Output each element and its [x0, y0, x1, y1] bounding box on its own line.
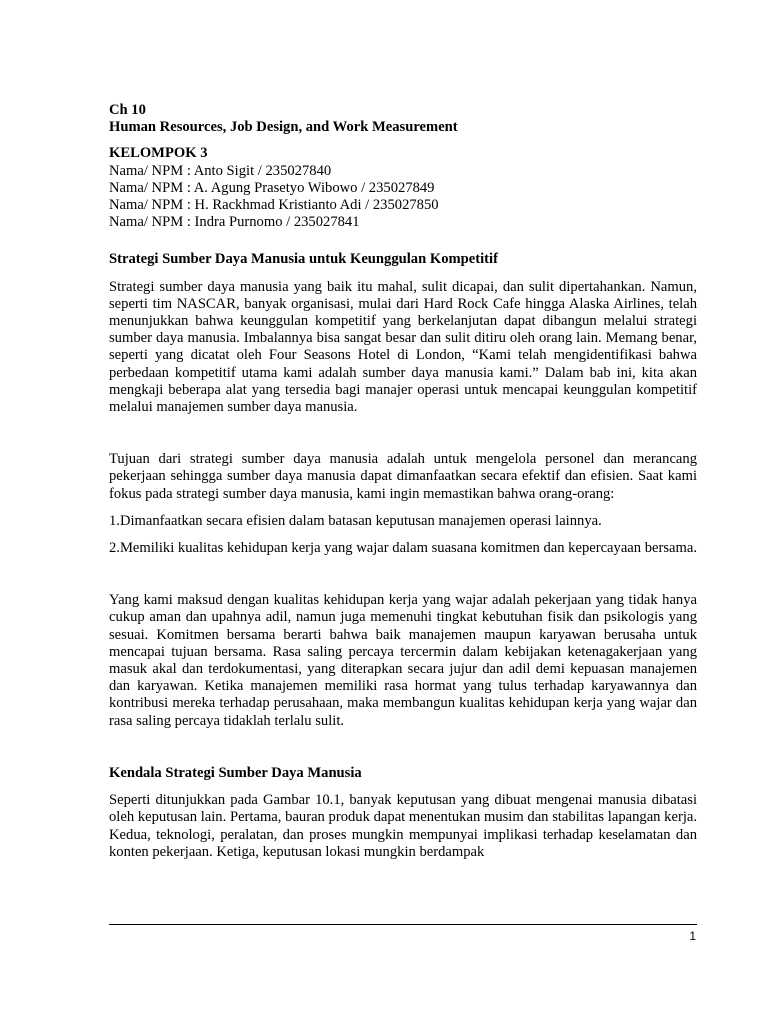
page-content	[109, 102, 697, 861]
list-item: 2.Memiliki kualitas kehidupan kerja yang wajar dalam suasana komitmen dan kepercayaan bersama.	[109, 540, 697, 557]
chapter-label: Ch 10	[109, 102, 146, 118]
footer-divider	[109, 924, 697, 925]
list-item: 1.Dimanfaatkan secara efisien dalam batasan keputusan manajemen operasi lainnya.	[109, 512, 602, 529]
section-heading-constraints: Kendala Strategi Sumber Daya Manusia	[109, 764, 362, 781]
member-line: Nama/ NPM : A. Agung Prasetyo Wibowo / 235027849	[109, 179, 435, 196]
body-paragraph: Tujuan dari strategi sumber daya manusia adalah untuk mengelola personel dan merancang pekerjaan sehingga sumber daya manusia dapat dimanfaatkan secara efektif dan efisien. Saat kami fokus pada strategi sumber daya manusia, kami ingin memastikan bahwa orang-orang:	[109, 451, 697, 502]
group-label: KELOMPOK 3	[109, 145, 208, 162]
page-number: 1	[689, 929, 696, 943]
body-paragraph: Yang kami maksud dengan kualitas kehidupan kerja yang wajar adalah pekerjaan yang tidak hanya cukup aman dan upahnya adil, namun juga memenuhi tingkat kebutuhan fisik dan psikologis yang sesuai. Komitmen bersama berarti bahwa baik manajemen maupun karyawan berusaha untuk mencapai tujuan bersama. Rasa saling percaya tercermin dalam kebijakan ketenagakerjaan yang masuk akal dan terdokumentasi, yang diterapkan secara jujur dan adil demi kepuasan manajemen dan karyawan. Ketika manajemen memiliki rasa hormat yang tulus terhadap karyawannya dan kontribusi mereka terhadap perusahaan, maka membangun kualitas kehidupan kerja yang wajar dan rasa saling percaya tidaklah terlalu sulit.	[109, 592, 697, 729]
member-line: Nama/ NPM : Anto Sigit / 235027840	[109, 162, 332, 179]
body-paragraph: Seperti ditunjukkan pada Gambar 10.1, banyak keputusan yang dibuat mengenai manusia dibatasi oleh keputusan lain. Pertama, bauran produk dapat menentukan musim dan stabilitas lapangan kerja. Kedua, teknologi, peralatan, dan proses mungkin mempunyai implikasi terhadap keselamatan dan konten pekerjaan. Ketiga, keputusan lokasi mungkin berdampak	[109, 792, 697, 860]
chapter-title: Human Resources, Job Design, and Work Measurement	[109, 119, 458, 136]
body-paragraph: Strategi sumber daya manusia yang baik itu mahal, sulit dicapai, dan sulit dipertahankan. Namun, seperti tim NASCAR, banyak organisasi, mulai dari Hard Rock Cafe hingga Alaska Airlines, telah menunjukkan bahwa keunggulan kompetitif yang berkelanjutan dapat dibangun melalui strategi sumber daya manusia. Imbalannya bisa sangat besar dan sulit ditiru oleh orang lain. Memang benar, seperti yang dicatat oleh Four Seasons Hotel di London, “Kami telah mengidentifikasi bahwa perbedaan kompetitif utama kami adalah sumber daya manusia kami.” Dalam bab ini, kita akan mengkaji beberapa alat yang tersedia bagi manajer operasi untuk mencapai keunggulan kompetitif melalui manajemen sumber daya manusia.	[109, 278, 697, 416]
member-line: Nama/ NPM : H. Rackhmad Kristianto Adi / 235027850	[109, 197, 439, 214]
section-heading-strategy: Strategi Sumber Daya Manusia untuk Keunggulan Kompetitif	[109, 251, 498, 268]
member-line: Nama/ NPM : Indra Purnomo / 235027841	[109, 214, 360, 231]
